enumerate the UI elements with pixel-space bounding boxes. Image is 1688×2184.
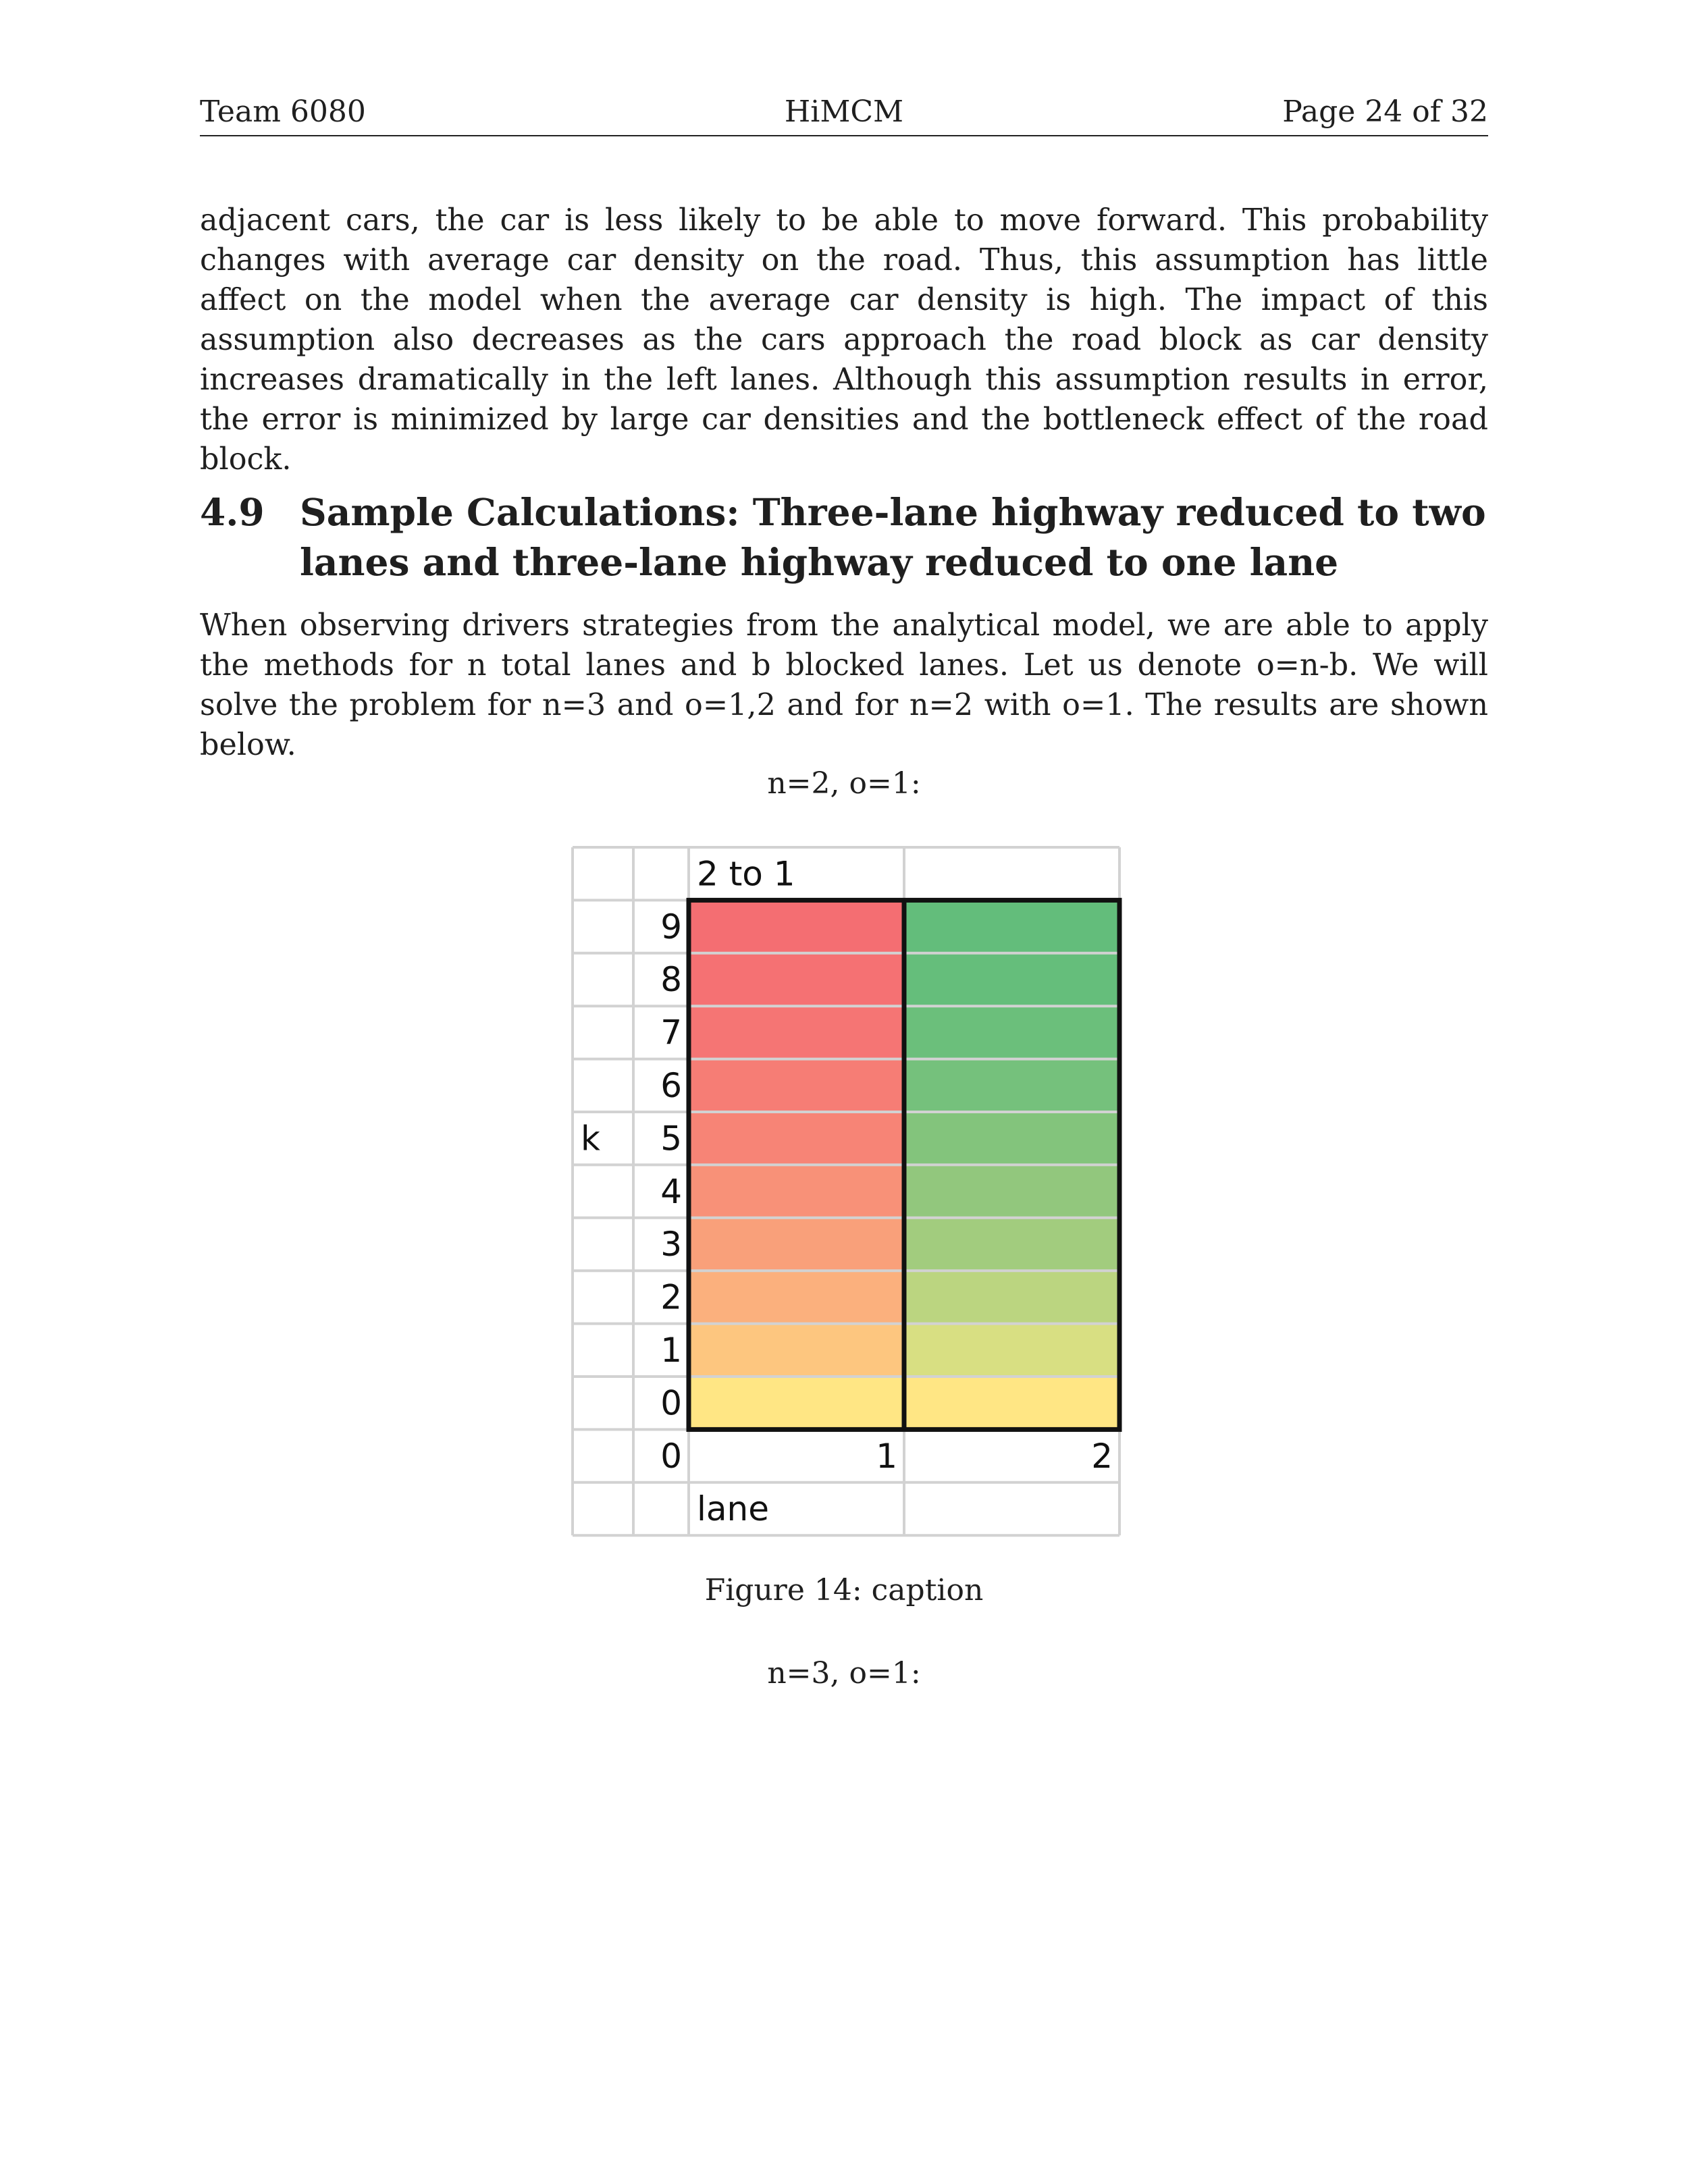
heat-cell-lane1-k5 bbox=[689, 1112, 904, 1165]
y-tick-label-7: 7 bbox=[660, 1013, 682, 1053]
x-tick-label-0: 0 bbox=[660, 1436, 682, 1476]
heat-cell-lane1-k3 bbox=[689, 1218, 904, 1271]
y-tick-label-9: 9 bbox=[660, 907, 682, 947]
y-tick-label-2: 2 bbox=[660, 1277, 682, 1317]
x-axis-label: lane bbox=[697, 1489, 769, 1529]
chart-title: 2 to 1 bbox=[697, 854, 795, 894]
figure-label-n3-o1: n=3, o=1: bbox=[767, 1656, 921, 1690]
heat-cell-lane1-k2 bbox=[689, 1271, 904, 1323]
y-tick-label-0: 0 bbox=[660, 1383, 682, 1423]
x-tick-label-2: 2 bbox=[1091, 1436, 1113, 1476]
heat-cell-lane2-k0 bbox=[904, 1377, 1119, 1429]
heat-cell-lane2-k9 bbox=[904, 900, 1119, 953]
section-title: Sample Calculations: Three-lane highway reduced to two lanes and three-lane highway reduced to one lane bbox=[300, 490, 1486, 584]
heat-cell-lane1-k9 bbox=[689, 900, 904, 953]
heat-cell-lane2-k7 bbox=[904, 1006, 1119, 1059]
heat-cell-lane2-k1 bbox=[904, 1324, 1119, 1377]
y-tick-label-5: 5 bbox=[660, 1119, 682, 1158]
heat-cell-lane2-k6 bbox=[904, 1059, 1119, 1112]
heat-cell-lane1-k1 bbox=[689, 1324, 904, 1377]
page-header bbox=[200, 93, 1488, 136]
y-tick-label-3: 3 bbox=[660, 1225, 682, 1264]
y-tick-label-6: 6 bbox=[660, 1066, 682, 1106]
heat-cell-lane1-k7 bbox=[689, 1006, 904, 1059]
figure-caption: Figure 14: caption bbox=[704, 1573, 984, 1607]
header-page-number: Page 24 of 32 bbox=[1282, 95, 1488, 129]
heat-cell-lane1-k6 bbox=[689, 1059, 904, 1112]
y-axis-label: k bbox=[581, 1119, 600, 1158]
heat-cell-lane2-k4 bbox=[904, 1165, 1119, 1217]
header-competition: HiMCM bbox=[784, 95, 904, 129]
heat-cell-lane1-k8 bbox=[689, 953, 904, 1006]
heatmap-border bbox=[689, 900, 1119, 1429]
heat-cell-lane1-k4 bbox=[689, 1165, 904, 1217]
paragraph-sample-calculations: When observing drivers strategies from the analytical model, we are able to apply the methods for n total lanes and b blocked lanes. Let us denote o=n-b. We will solve the problem for n=3 and o=1,2 and for n=2 with o=1. The results are shown below. bbox=[200, 608, 1488, 762]
heat-cell-lane1-k0 bbox=[689, 1377, 904, 1429]
y-tick-label-4: 4 bbox=[660, 1171, 682, 1211]
header-team: Team 6080 bbox=[200, 95, 366, 129]
heat-cell-lane2-k3 bbox=[904, 1218, 1119, 1271]
paragraph-assumption-error: adjacent cars, the car is less likely to be able to move forward. This probability changes with average car density on the road. Thus, this assumption has little affect on the model when the average car density is high. The impact of this assumption also decreases as the cars approach the road block as car density increases dramatically in the left lanes. Although this assumption results in error, the error is minimized by large car densities and the bottleneck effect of the road block. bbox=[200, 203, 1488, 477]
section-number: 4.9 bbox=[200, 490, 265, 534]
heat-cell-lane2-k8 bbox=[904, 953, 1119, 1006]
x-tick-label-1: 1 bbox=[876, 1436, 897, 1476]
heat-cell-lane2-k5 bbox=[904, 1112, 1119, 1165]
y-tick-label-1: 1 bbox=[660, 1331, 682, 1370]
y-tick-label-8: 8 bbox=[660, 960, 682, 1000]
figure-label-n2-o1: n=2, o=1: bbox=[767, 766, 921, 801]
heat-cell-lane2-k2 bbox=[904, 1271, 1119, 1323]
